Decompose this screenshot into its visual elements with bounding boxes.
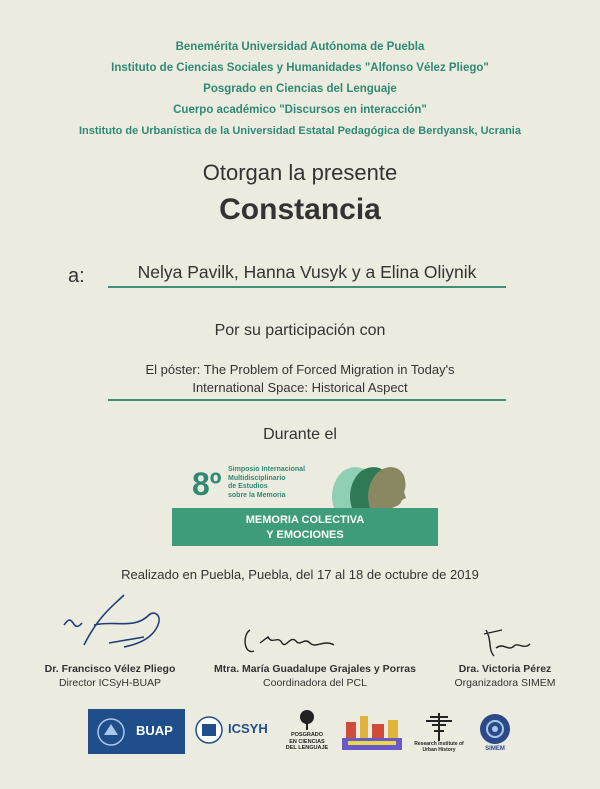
posgrado-label-3: DEL LENGUAJE: [285, 745, 329, 751]
during-label: Durante el: [263, 426, 337, 443]
institution-line-2: Instituto de Ciencias Sociales y Humanidades "Alfonso Vélez Pliego": [111, 62, 489, 74]
urban-history-label: [414, 741, 464, 753]
event-banner-line-2: Y EMOCIONES: [266, 529, 344, 541]
posgrado-tree-icon: [295, 709, 319, 731]
posgrado-label-2: EN CIENCIAS: [289, 738, 325, 745]
recipients: Nelya Pavilk, Hanna Vusyk y a Elina Oliynik: [137, 262, 477, 282]
to-label: a:: [68, 265, 85, 287]
buap-logo: [88, 709, 185, 754]
signature-3-role: Organizadora SIMEM: [454, 677, 556, 689]
event-subtitle: [228, 466, 305, 500]
institution-line-4: Cuerpo académico "Discursos en interacción": [173, 104, 427, 116]
event-subtitle-line-3: de Estudios: [228, 483, 268, 490]
event-subtitle-line-4: sobre la Memoria: [228, 491, 286, 499]
urban-history-label-2: Urban History: [422, 747, 456, 753]
event-logo: [172, 462, 438, 546]
signature-1-icon: [54, 585, 174, 665]
participation-label: Por su participación con: [214, 322, 386, 339]
event-number: 8º: [192, 466, 222, 502]
signature-3-icon: [478, 620, 538, 665]
recipients-underline: [108, 286, 506, 288]
posgrado-logo: [282, 709, 332, 757]
simem-logo: [475, 713, 515, 757]
institution-line-5: Instituto de Urbanística de la Universidad Estatal Pedagógica de Berdyansk, Ucrania: [79, 125, 521, 137]
work-title-line-1: El póster: The Problem of Forced Migration in Today's: [145, 362, 455, 377]
event-banner: [172, 508, 438, 546]
city-logo-icon: [340, 712, 404, 752]
icsyh-label: ICSYH: [228, 721, 268, 736]
buap-crest-icon: [96, 717, 126, 747]
simem-knot-icon: [479, 713, 511, 745]
signature-2-role: Coordinadora del PCL: [263, 677, 367, 689]
work-title-line-2: International Space: Historical Aspect: [192, 380, 408, 395]
institution-line-3: Posgrado en Ciencias del Lenguaje: [203, 83, 397, 95]
event-banner-line-1: MEMORIA COLECTIVA: [245, 514, 365, 526]
signature-1-name: Dr. Francisco Vélez Pliego: [44, 663, 176, 675]
signature-2-name: Mtra. María Guadalupe Grajales y Porras: [214, 663, 416, 675]
urban-history-logo: [414, 713, 464, 757]
page-title: Constancia: [219, 193, 381, 226]
work-underline: [108, 399, 506, 401]
signature-3-name: Dra. Victoria Pérez: [458, 663, 552, 675]
posgrado-label: [282, 732, 332, 752]
realized-text: Realizado en Puebla, Puebla, del 17 al 18 de octubre de 2019: [121, 567, 479, 582]
icsyh-logo: [194, 711, 276, 753]
event-subtitle-line-2: Multidisciplinario: [228, 474, 286, 482]
institution-line-1: Benemérita Universidad Autónoma de Puebla: [175, 41, 425, 53]
intro-text: Otorgan la presente: [202, 160, 398, 185]
signature-1-role: Director ICSyH-BUAP: [58, 677, 162, 689]
icsyh-crest-icon: [194, 715, 224, 745]
posgrado-label-1: POSGRADO: [290, 732, 324, 738]
buap-label: BUAP: [136, 723, 173, 738]
event-subtitle-line-1: Simposio Internacional: [228, 466, 306, 473]
signature-2-icon: [238, 615, 348, 660]
simem-label: SIMEM: [485, 746, 505, 752]
heads-icon: [326, 462, 406, 510]
urban-history-icon: [424, 713, 454, 741]
urban-history-label-1: Research institute of: [414, 741, 464, 747]
